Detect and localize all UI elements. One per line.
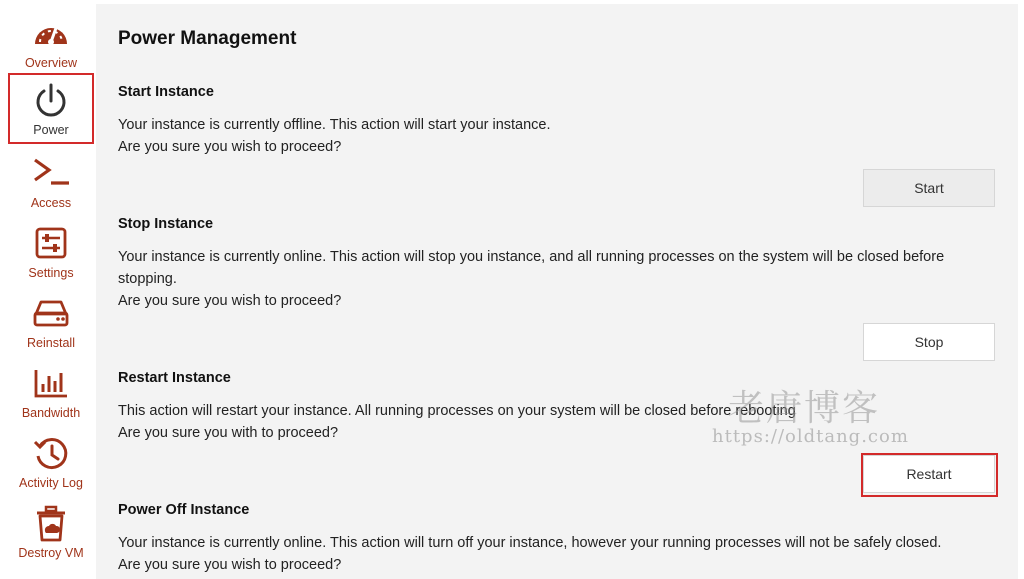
power-off-confirm-text: Are you sure you wish to proceed?: [118, 557, 342, 573]
sidebar-item-destroy-vm[interactable]: [8, 504, 94, 572]
restart-button[interactable]: Restart: [863, 455, 995, 493]
sidebar-item-bandwidth[interactable]: [8, 364, 94, 432]
sidebar-item-label: Reinstall: [27, 336, 75, 350]
power-management-panel: [96, 4, 1018, 579]
terminal-icon: [31, 154, 71, 194]
sidebar-item-label: Overview: [24, 56, 78, 70]
section-title-start: Start Instance: [118, 84, 214, 100]
history-clock-icon: [31, 434, 71, 474]
power-icon: [31, 81, 71, 121]
dashboard-gauge-icon: [31, 14, 71, 54]
sidebar-item-label: Destroy VM: [18, 546, 84, 560]
sidebar-item-activity-log[interactable]: [8, 434, 94, 502]
sidebar-nav: [0, 0, 96, 579]
start-description: Your instance is currently offline. This action will start your instance.: [118, 117, 551, 133]
trash-icon: [31, 504, 71, 544]
stop-description: Your instance is currently online. This action will stop you instance, and all running processes on the system will be closed before: [118, 249, 945, 265]
section-title-restart: Restart Instance: [118, 370, 231, 386]
watermark-url: https://oldtang.com: [712, 426, 909, 447]
page-title: Power Management: [118, 28, 297, 49]
sidebar-item-label: Bandwidth: [21, 406, 81, 420]
start-button[interactable]: Start: [863, 169, 995, 207]
start-confirm-text: Are you sure you wish to proceed?: [118, 139, 342, 155]
sidebar-item-label: Power: [33, 123, 69, 137]
sidebar-item-label: Activity Log: [19, 476, 83, 490]
section-title-power-off: Power Off Instance: [118, 502, 250, 518]
sidebar-item-access[interactable]: [8, 154, 94, 222]
power-off-description: Your instance is currently online. This action will turn off your instance, however your running processes will not be safely closed.: [118, 535, 942, 551]
section-title-stop: Stop Instance: [118, 216, 214, 232]
settings-sliders-icon: [31, 224, 71, 264]
restart-confirm-text: Are you sure you with to proceed?: [118, 425, 339, 441]
bar-chart-icon: [31, 364, 71, 404]
restart-description: This action will restart your instance. All running processes on your system will be closed before rebooting: [118, 403, 796, 419]
stop-confirm-text: Are you sure you wish to proceed?: [118, 293, 342, 309]
sidebar-item-reinstall[interactable]: [8, 294, 94, 362]
watermark-text: 老唐博客: [728, 388, 881, 429]
stop-button[interactable]: Stop: [863, 323, 995, 361]
stop-description-cont: stopping.: [118, 271, 177, 287]
sidebar-item-label: Settings: [28, 266, 74, 280]
sidebar-item-settings[interactable]: [8, 224, 94, 292]
sidebar-item-power[interactable]: [8, 73, 94, 144]
sidebar-item-label: Access: [30, 196, 72, 210]
hard-drive-icon: [31, 294, 71, 334]
sidebar-item-overview[interactable]: [8, 14, 94, 82]
